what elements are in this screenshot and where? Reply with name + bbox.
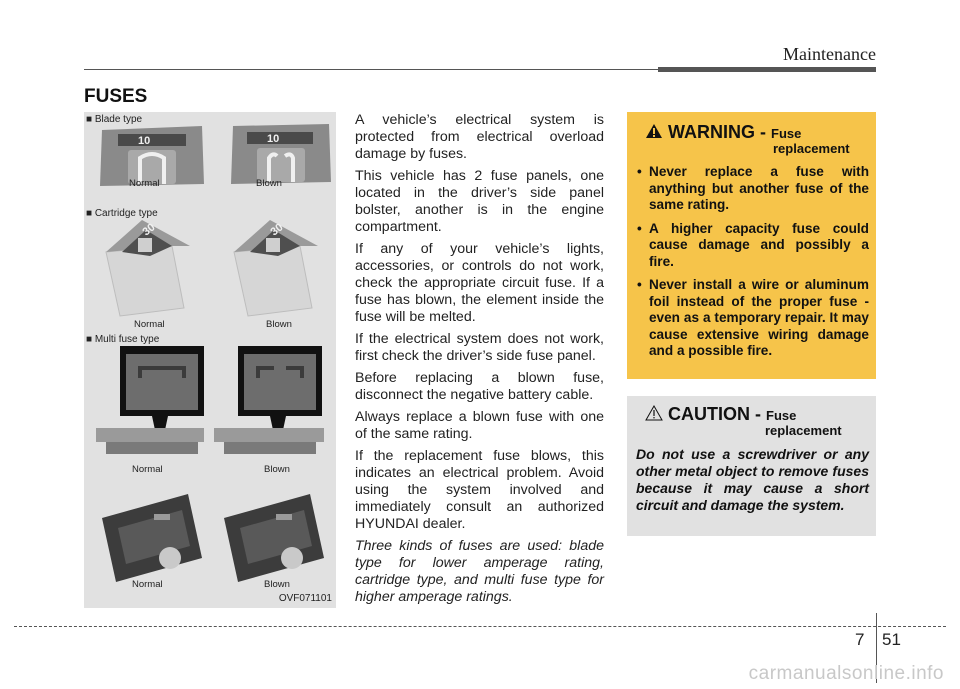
- figure-code: OVF071101: [278, 593, 332, 604]
- warning-item: • Never replace a fuse with anything but another fuse of the same rating.: [637, 164, 869, 214]
- blade-rating-blown: 10: [267, 133, 280, 145]
- warning-box: [627, 112, 876, 379]
- cartridge-blown-label: Blown: [266, 319, 292, 330]
- multi-blown-label: Blown: [264, 464, 290, 475]
- blade-rating-normal: 10: [138, 135, 151, 147]
- page-number: 51: [882, 630, 901, 649]
- blade-type-caption: ■ Blade type: [86, 114, 143, 125]
- body-paragraph: This vehicle has 2 fuse panels, one located in the driver’s side panel bolster, another is in the engine compartment.: [355, 168, 604, 235]
- multi-fuse-blown-image: [212, 344, 326, 462]
- multi-photo-blown-label: Blown: [264, 579, 290, 590]
- cartridge-rating-blown: 30: [268, 221, 286, 239]
- multi-fuse-normal-photo: [98, 488, 206, 584]
- caution-label: CAUTION -: [668, 404, 762, 424]
- body-note: Three kinds of fuses are used: blade type for lower amperage rating, cartridge type, and multi fuse type for higher amperage ratings.: [355, 538, 604, 605]
- warning-label: WARNING -: [668, 122, 767, 142]
- header-rule: [84, 69, 876, 70]
- caution-heading: [645, 404, 842, 438]
- warning-item: • A higher capacity fuse could cause damage and possibly a fire.: [637, 221, 869, 271]
- multi-fuse-blown-photo: [220, 488, 328, 584]
- running-header: Maintenance: [783, 44, 876, 64]
- body-paragraph: Before replacing a blown fuse, disconnect the negative battery cable.: [355, 370, 604, 403]
- caution-subject: Fuse: [766, 408, 797, 423]
- warning-subject-line2: replacement: [773, 141, 850, 156]
- cartridge-rating-normal: 30: [140, 221, 158, 239]
- body-paragraph: Always replace a blown fuse with one of the same rating.: [355, 409, 604, 442]
- fuse-types-figure: [84, 112, 336, 608]
- body-paragraph: If the electrical system does not work, first check the driver’s side fuse panel.: [355, 331, 604, 364]
- chapter-number: 7: [855, 630, 865, 649]
- watermark: carmanualsonline.info: [748, 663, 944, 684]
- body-paragraph: A vehicle’s electrical system is protected from electrical overload damage by fuses.: [355, 112, 604, 162]
- blade-normal-label: Normal: [129, 178, 160, 189]
- body-paragraph: If any of your vehicle’s lights, accessories, or controls do not work, check the appropriate circuit fuse. If a fuse has blown, the element inside the fuse will be melted.: [355, 241, 604, 325]
- caution-subject-line2: replacement: [765, 423, 842, 438]
- multi-normal-label: Normal: [132, 464, 163, 475]
- caution-box: [627, 396, 876, 536]
- cartridge-normal-label: Normal: [134, 319, 165, 330]
- warning-heading: [645, 122, 850, 156]
- body-paragraph: If the replacement fuse blows, this indicates an electrical problem. Avoid using the system involved and immediately consult an authorized HYUNDAI dealer.: [355, 448, 604, 532]
- footer-rule: [14, 626, 946, 627]
- warning-triangle-icon: [645, 123, 663, 139]
- section-title: FUSES: [84, 86, 148, 107]
- caution-triangle-icon: [645, 405, 663, 421]
- blade-blown-label: Blown: [256, 178, 282, 189]
- caution-text: Do not use a screwdriver or any other metal object to remove fuses because it may cause a short circuit and damage the system.: [636, 446, 869, 513]
- cartridge-fuse-normal-image: [100, 216, 196, 320]
- multi-fuse-normal-image: [92, 344, 206, 462]
- warning-item: • Never install a wire or aluminum foil instead of the proper fuse - even as a temporary repair. It may cause extensive wiring damage and a possible fire.: [637, 277, 869, 360]
- cartridge-fuse-blown-image: [228, 216, 324, 320]
- multi-photo-normal-label: Normal: [132, 579, 163, 590]
- warning-subject: Fuse: [771, 126, 802, 141]
- multi-fuse-type-caption: ■ Multi fuse type: [86, 334, 160, 345]
- warning-list: [637, 164, 869, 367]
- body-text: [355, 112, 604, 611]
- cartridge-type-caption: ■ Cartridge type: [86, 208, 158, 219]
